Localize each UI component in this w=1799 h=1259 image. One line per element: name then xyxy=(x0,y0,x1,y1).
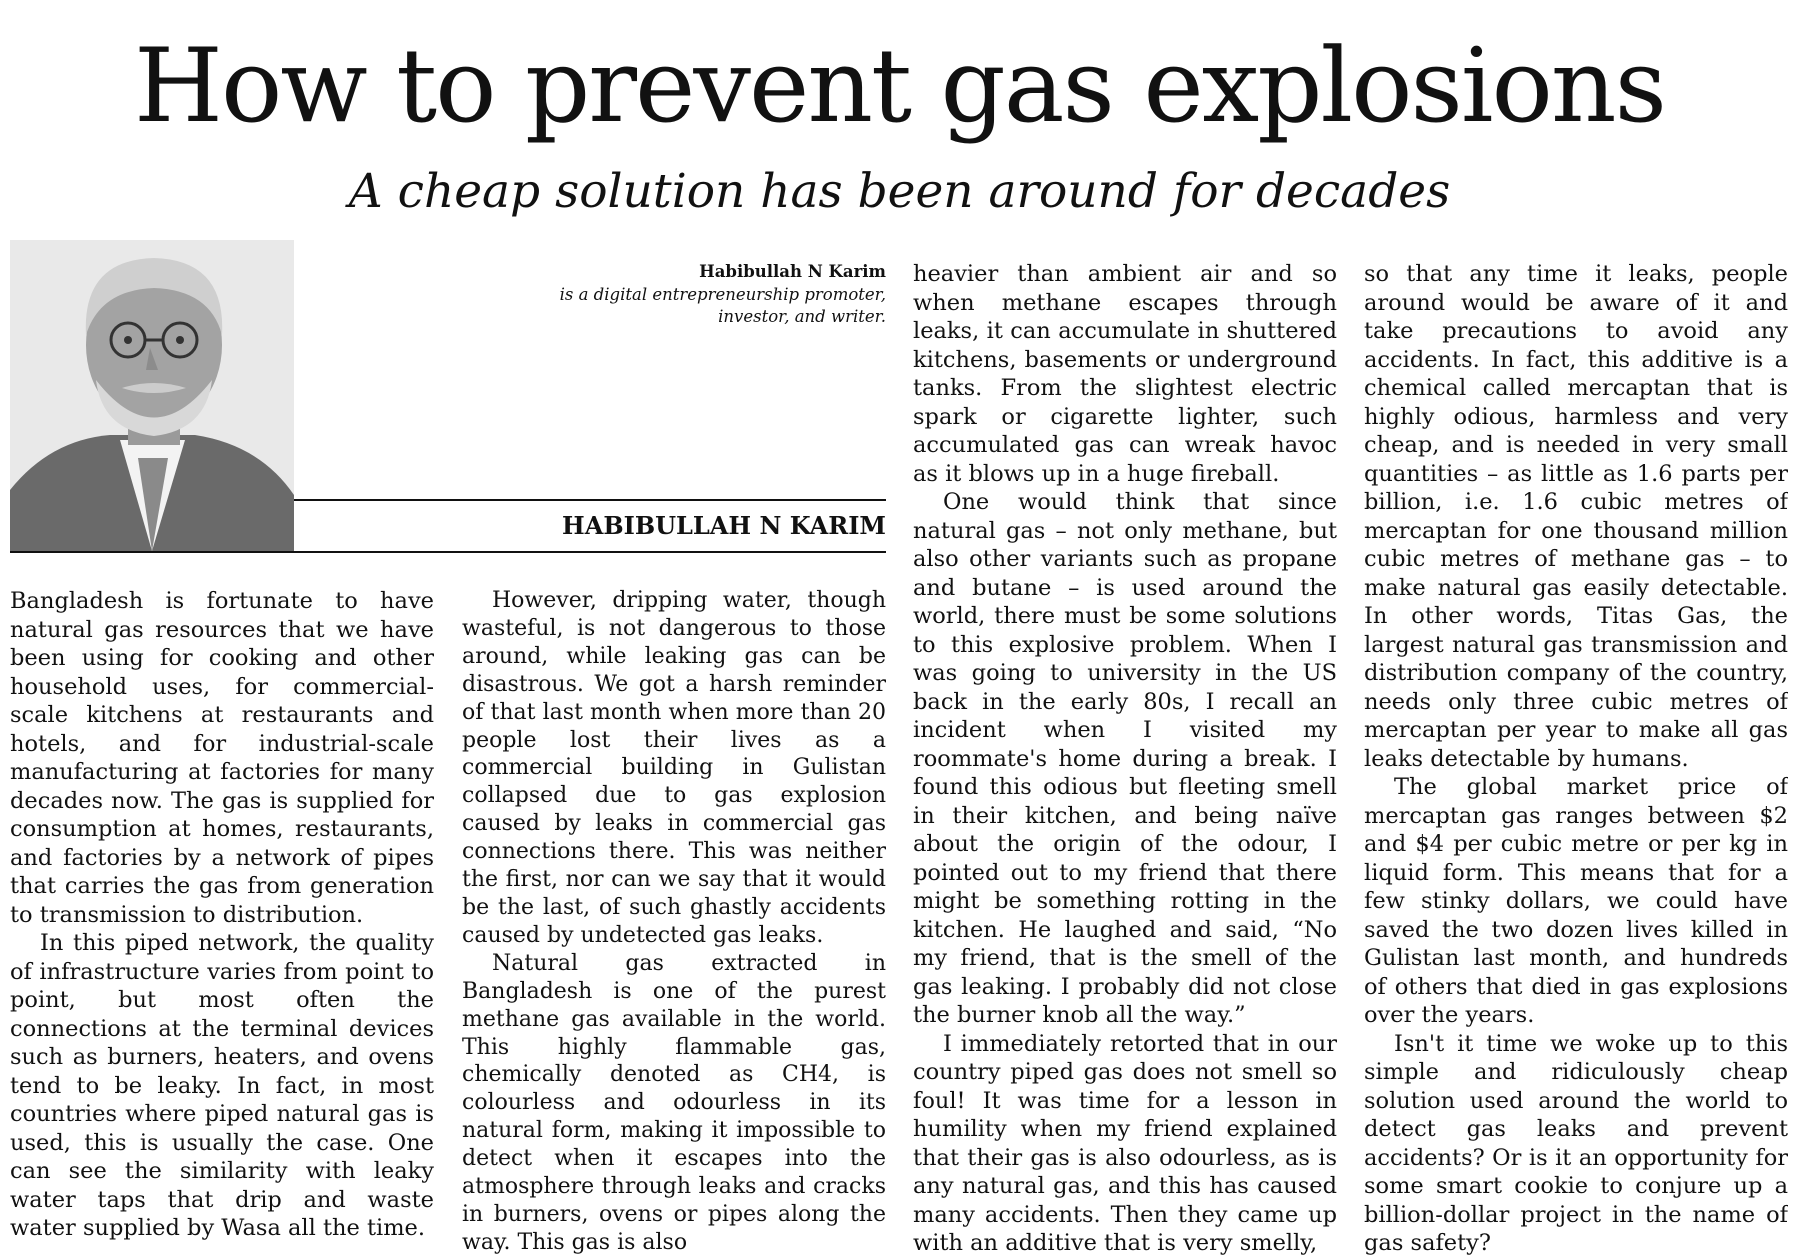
article-subheadline: A cheap solution has been around for decades xyxy=(348,164,1451,219)
paragraph: heavier than ambient air and so when methane escapes through leaks, it can accumulate in shuttered kitchens, basements or underground tanks. From the slightest electric spark or cigarette lighter, such accumulated gas can wreak havoc as it blows up in a huge fireball. xyxy=(913,261,1337,487)
paragraph: Natural gas extracted in Bangladesh is one of the purest methane gas available in the world. This highly flammable gas, chemically denoted as CH4, is colourless and odourless in its natural form, making it impossible to detect when it escapes into the atmosphere through leaks and cracks in burners, ovens or pipes along the way. This gas is also xyxy=(462,950,886,1255)
paragraph: Isn't it time we woke up to this simple and ridiculously cheap solution used around the world to detect gas leaks and prevent accidents? Or is it an opportunity for some smart cookie to conjure up a billion-dollar project in the name of gas safety? xyxy=(1364,1030,1788,1256)
byline-divider-top xyxy=(294,499,886,501)
article-column-3 xyxy=(913,260,1337,1257)
paragraph: Bangladesh is fortunate to have natural gas resources that we have been using for cooking and other household uses, for commercial-scale kitchens at restaurants and hotels, and for industrial-scale manufacturing at factories for many decades now. The gas is supplied for consumption at homes, restaurants, and factories by a network of pipes that carries the gas from generation to transmission to distribution. xyxy=(10,588,434,928)
paragraph: One would think that since natural gas – not only methane, but also other variants such as propane and butane – is used around the world, there must be some solutions to this explosive problem. When I was going to university in the US back in the early 80s, I recall an incident when I visited my roommate's home during a break. I found this odious but fleeting smell in their kitchen, and being naïve about the origin of the odour, I pointed out to my friend that there might be something rotting in the kitchen. He laughed and said, “No my friend, that is the smell of the gas leaking. I probably did not close the burner knob all the way.” xyxy=(913,489,1337,1028)
paragraph: However, dripping water, though wasteful, is not dangerous to those around, while leaking gas can be disastrous. We got a harsh reminder of that last month when more than 20 people lost their lives as a commercial building in Gulistan collapsed due to gas explosion caused by leaks in commercial gas connections there. This was neither the first, nor can we say that it would be the last, of such ghastly accidents caused by undetected gas leaks. xyxy=(462,588,886,948)
article-headline: How to prevent gas explosions xyxy=(134,27,1665,146)
author-bio-text: is a digital entrepreneurship promoter, investor, and writer. xyxy=(559,285,886,326)
article-column-2 xyxy=(462,587,886,1257)
paragraph: so that any time it leaks, people around would be aware of it and take precautions to avoid any accidents. In fact, this additive is a chemical called mercaptan that is highly odious, harmless and very cheap, and is needed in very small quantities – as little as 1.6 parts per billion, i.e. 1.6 cubic metres of mercaptan for one thousand million cubic metres of methane gas – to make natural gas easily detectable. In other words, Titas Gas, the largest natural gas transmission and distribution company of the country, needs only three cubic metres of mercaptan per year to make all gas leaks detectable by humans. xyxy=(1364,261,1788,772)
article-column-4 xyxy=(1364,260,1788,1257)
paragraph: The global market price of mercaptan gas ranges between $2 and $4 per cubic metre or per kg in liquid form. This means that for a few stinky dollars, we could have saved the two dozen lives killed in Gulistan last month, and hundreds of others that died in gas explosions over the years. xyxy=(1364,774,1788,1028)
author-photo xyxy=(10,240,294,551)
article-column-1 xyxy=(10,587,434,1257)
author-bio-name: Habibullah N Karim xyxy=(699,262,886,281)
paragraph: I immediately retorted that in our country piped gas does not smell so foul! It was time for a lesson in humility when my friend explained that their gas is also odourless, as is any natural gas, and this has caused many accidents. Then they came up with an additive that is very smelly, xyxy=(913,1030,1337,1256)
byline-divider-bottom xyxy=(10,551,886,553)
paragraph: In this piped network, the quality of infrastructure varies from point to point, but most often the connections at the terminal devices such as burners, heaters, and ovens tend to be leaky. In fact, in most countries where piped natural gas is used, this is usually the case. One can see the similarity with leaky water taps that drip and waste water supplied by Wasa all the time. xyxy=(10,930,434,1241)
byline: HABIBULLAH N KARIM xyxy=(562,511,886,540)
